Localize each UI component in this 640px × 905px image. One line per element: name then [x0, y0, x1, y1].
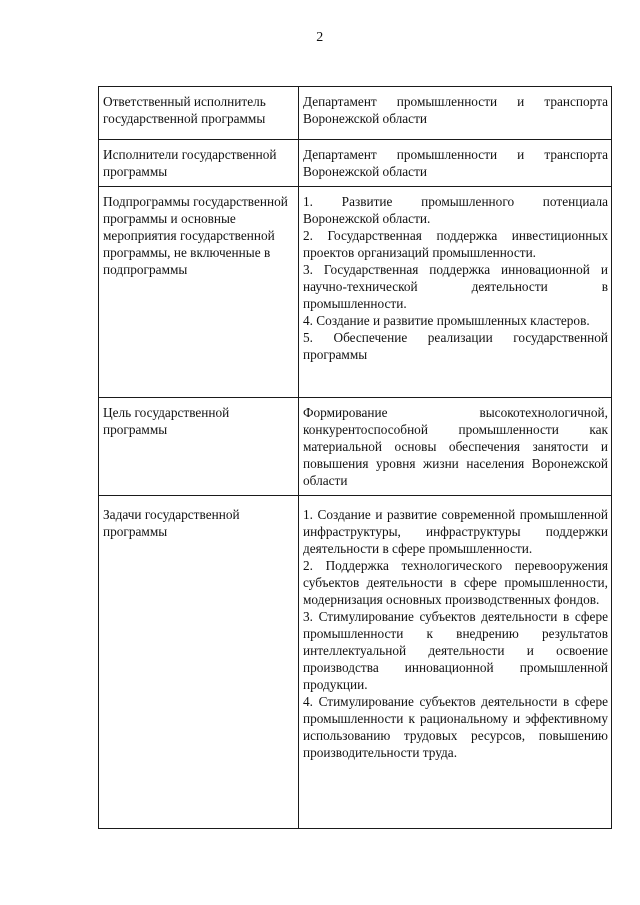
- task-item: 4. Стимулирование субъектов деятельности в сфере промышленности к рациональному и эффективному использованию трудовых ресурсов, повышению производительности труда.: [303, 694, 608, 760]
- table-row-responsible-executor: [99, 87, 612, 140]
- subprogram-item: 1. Развитие промышленного потенциала Воронежской области.: [303, 194, 608, 226]
- table-row-goal: [99, 398, 612, 496]
- value-paragraph: Формирование высокотехнологичной, конкурентоспособной промышленности как материальной основы обеспечения занятости и повышения уровня жизни населения Воронежской области: [303, 405, 608, 488]
- page-number: 2: [316, 30, 324, 45]
- task-item: 1. Создание и развитие современной промышленной инфраструктуры, инфраструктуры поддержки деятельности в сфере промышленности.: [303, 507, 608, 556]
- table-row-tasks: [99, 496, 612, 829]
- row-value-goal: [299, 398, 612, 496]
- row-label-responsible-executor: Ответственный исполнитель государственной программы: [99, 87, 299, 140]
- task-item: 3. Стимулирование субъектов деятельности в сфере промышленности к внедрению результатов интеллектуальной деятельности и освоение производства инновационной промышленной продукции.: [303, 609, 608, 692]
- row-label-subprograms: Подпрограммы государственной программы и основные мероприятия государственной программы, не включенные в подпрограммы: [99, 187, 299, 398]
- table-row-executors: [99, 140, 612, 187]
- subprogram-item: 5. Обеспечение реализации государственной программы: [303, 330, 608, 362]
- row-value-responsible-executor: [299, 87, 612, 140]
- value-paragraph: Департамент промышленности и транспорта Воронежской области: [303, 94, 608, 126]
- subprogram-item: 2. Государственная поддержка инвестиционных проектов организаций промышленности.: [303, 228, 608, 260]
- task-item: 2. Поддержка технологического перевооружения субъектов деятельности в сфере промышленности, модернизация основных производственных фондов.: [303, 558, 608, 607]
- row-value-tasks: [299, 496, 612, 829]
- subprogram-item: 3. Государственная поддержка инновационной и научно-технической деятельности в промышленности.: [303, 262, 608, 311]
- row-label-executors: Исполнители государственной программы: [99, 140, 299, 187]
- value-paragraph: Департамент промышленности и транспорта Воронежской области: [303, 147, 608, 179]
- row-label-tasks: Задачи государственной программы: [99, 496, 299, 829]
- row-label-goal: Цель государственной программы: [99, 398, 299, 496]
- row-value-subprograms: [299, 187, 612, 398]
- table-row-subprograms: [99, 187, 612, 398]
- subprogram-item: 4. Создание и развитие промышленных кластеров.: [303, 313, 590, 328]
- program-passport-table: [98, 86, 612, 829]
- row-value-executors: [299, 140, 612, 187]
